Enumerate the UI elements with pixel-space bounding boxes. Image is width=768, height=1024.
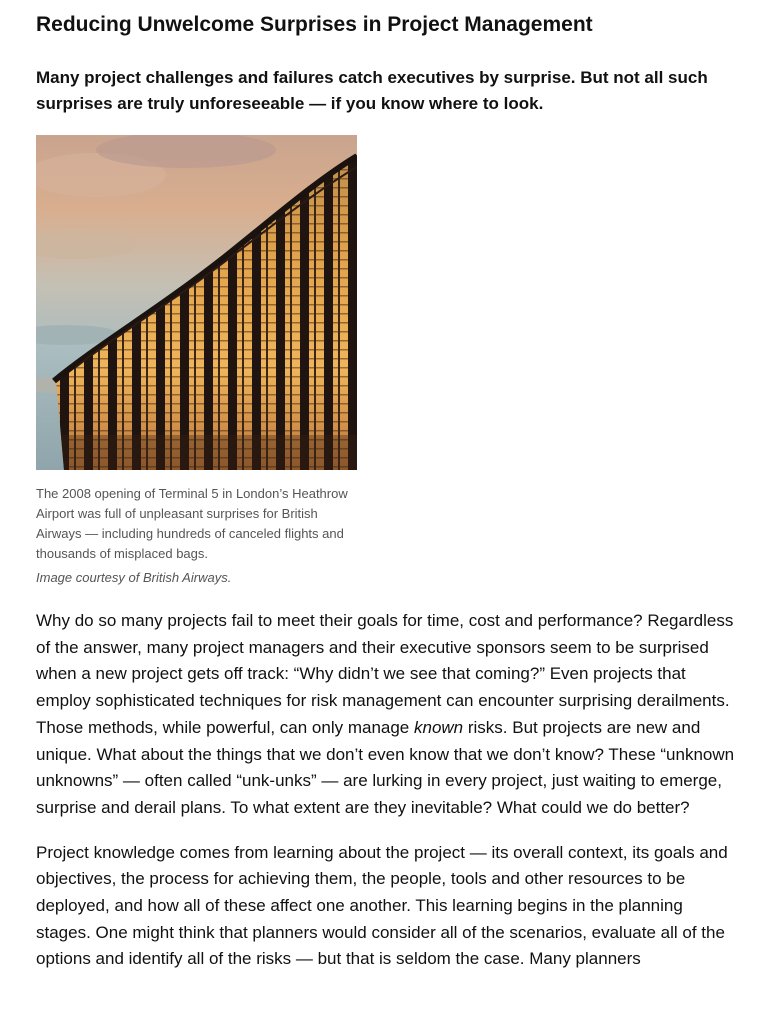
paragraph-1-emphasis: known (413, 717, 464, 737)
figure-credit: Image courtesy of British Airways. (36, 570, 232, 585)
body-paragraph-1 (36, 608, 736, 822)
article-dek: Many project challenges and failures catch executives by surprise. But not all such surprises are truly unforeseeable — if you know where to look. (36, 68, 708, 113)
article-figure (36, 135, 357, 588)
body-paragraph-2: Project knowledge comes from learning about the project — its overall context, its goals and objectives, the process for achieving them, the people, tools and other resources to be deployed, and how all of these affect one another. This learning begins in the planning stages. One might think that planners would consider all of the scenarios, evaluate all of the options and identify all of the risks — but that is seldom the case. Many planners (36, 842, 728, 969)
paragraph-1-text-b: risks. But projects are new and unique. What about the things that we don’t even know that we don’t know? These “unknown unknowns” — often called “unk-unks” — are lurking in every project, just waiting to emerge, surprise and derail plans. To what extent are they inevitable? What could we do better? (36, 717, 735, 817)
figure-caption: The 2008 opening of Terminal 5 in London’s Heathrow Airport was full of unpleasant surprises for British Airways — including hundreds of canceled flights and thousands of misplaced bags. (36, 486, 348, 561)
terminal-5-photo (36, 135, 357, 470)
paragraph-1-text-a: Why do so many projects fail to meet their goals for time, cost and performance? Regardless of the answer, many project managers and their executive sponsors seem to be surprised when a new project gets off track: “Why didn’t we see that coming?” Even projects that employ sophisticated techniques for risk management can encounter surprising derailments. Those methods, while powerful, can only manage (36, 611, 734, 737)
article-title: Reducing Unwelcome Surprises in Project Management (36, 13, 593, 36)
